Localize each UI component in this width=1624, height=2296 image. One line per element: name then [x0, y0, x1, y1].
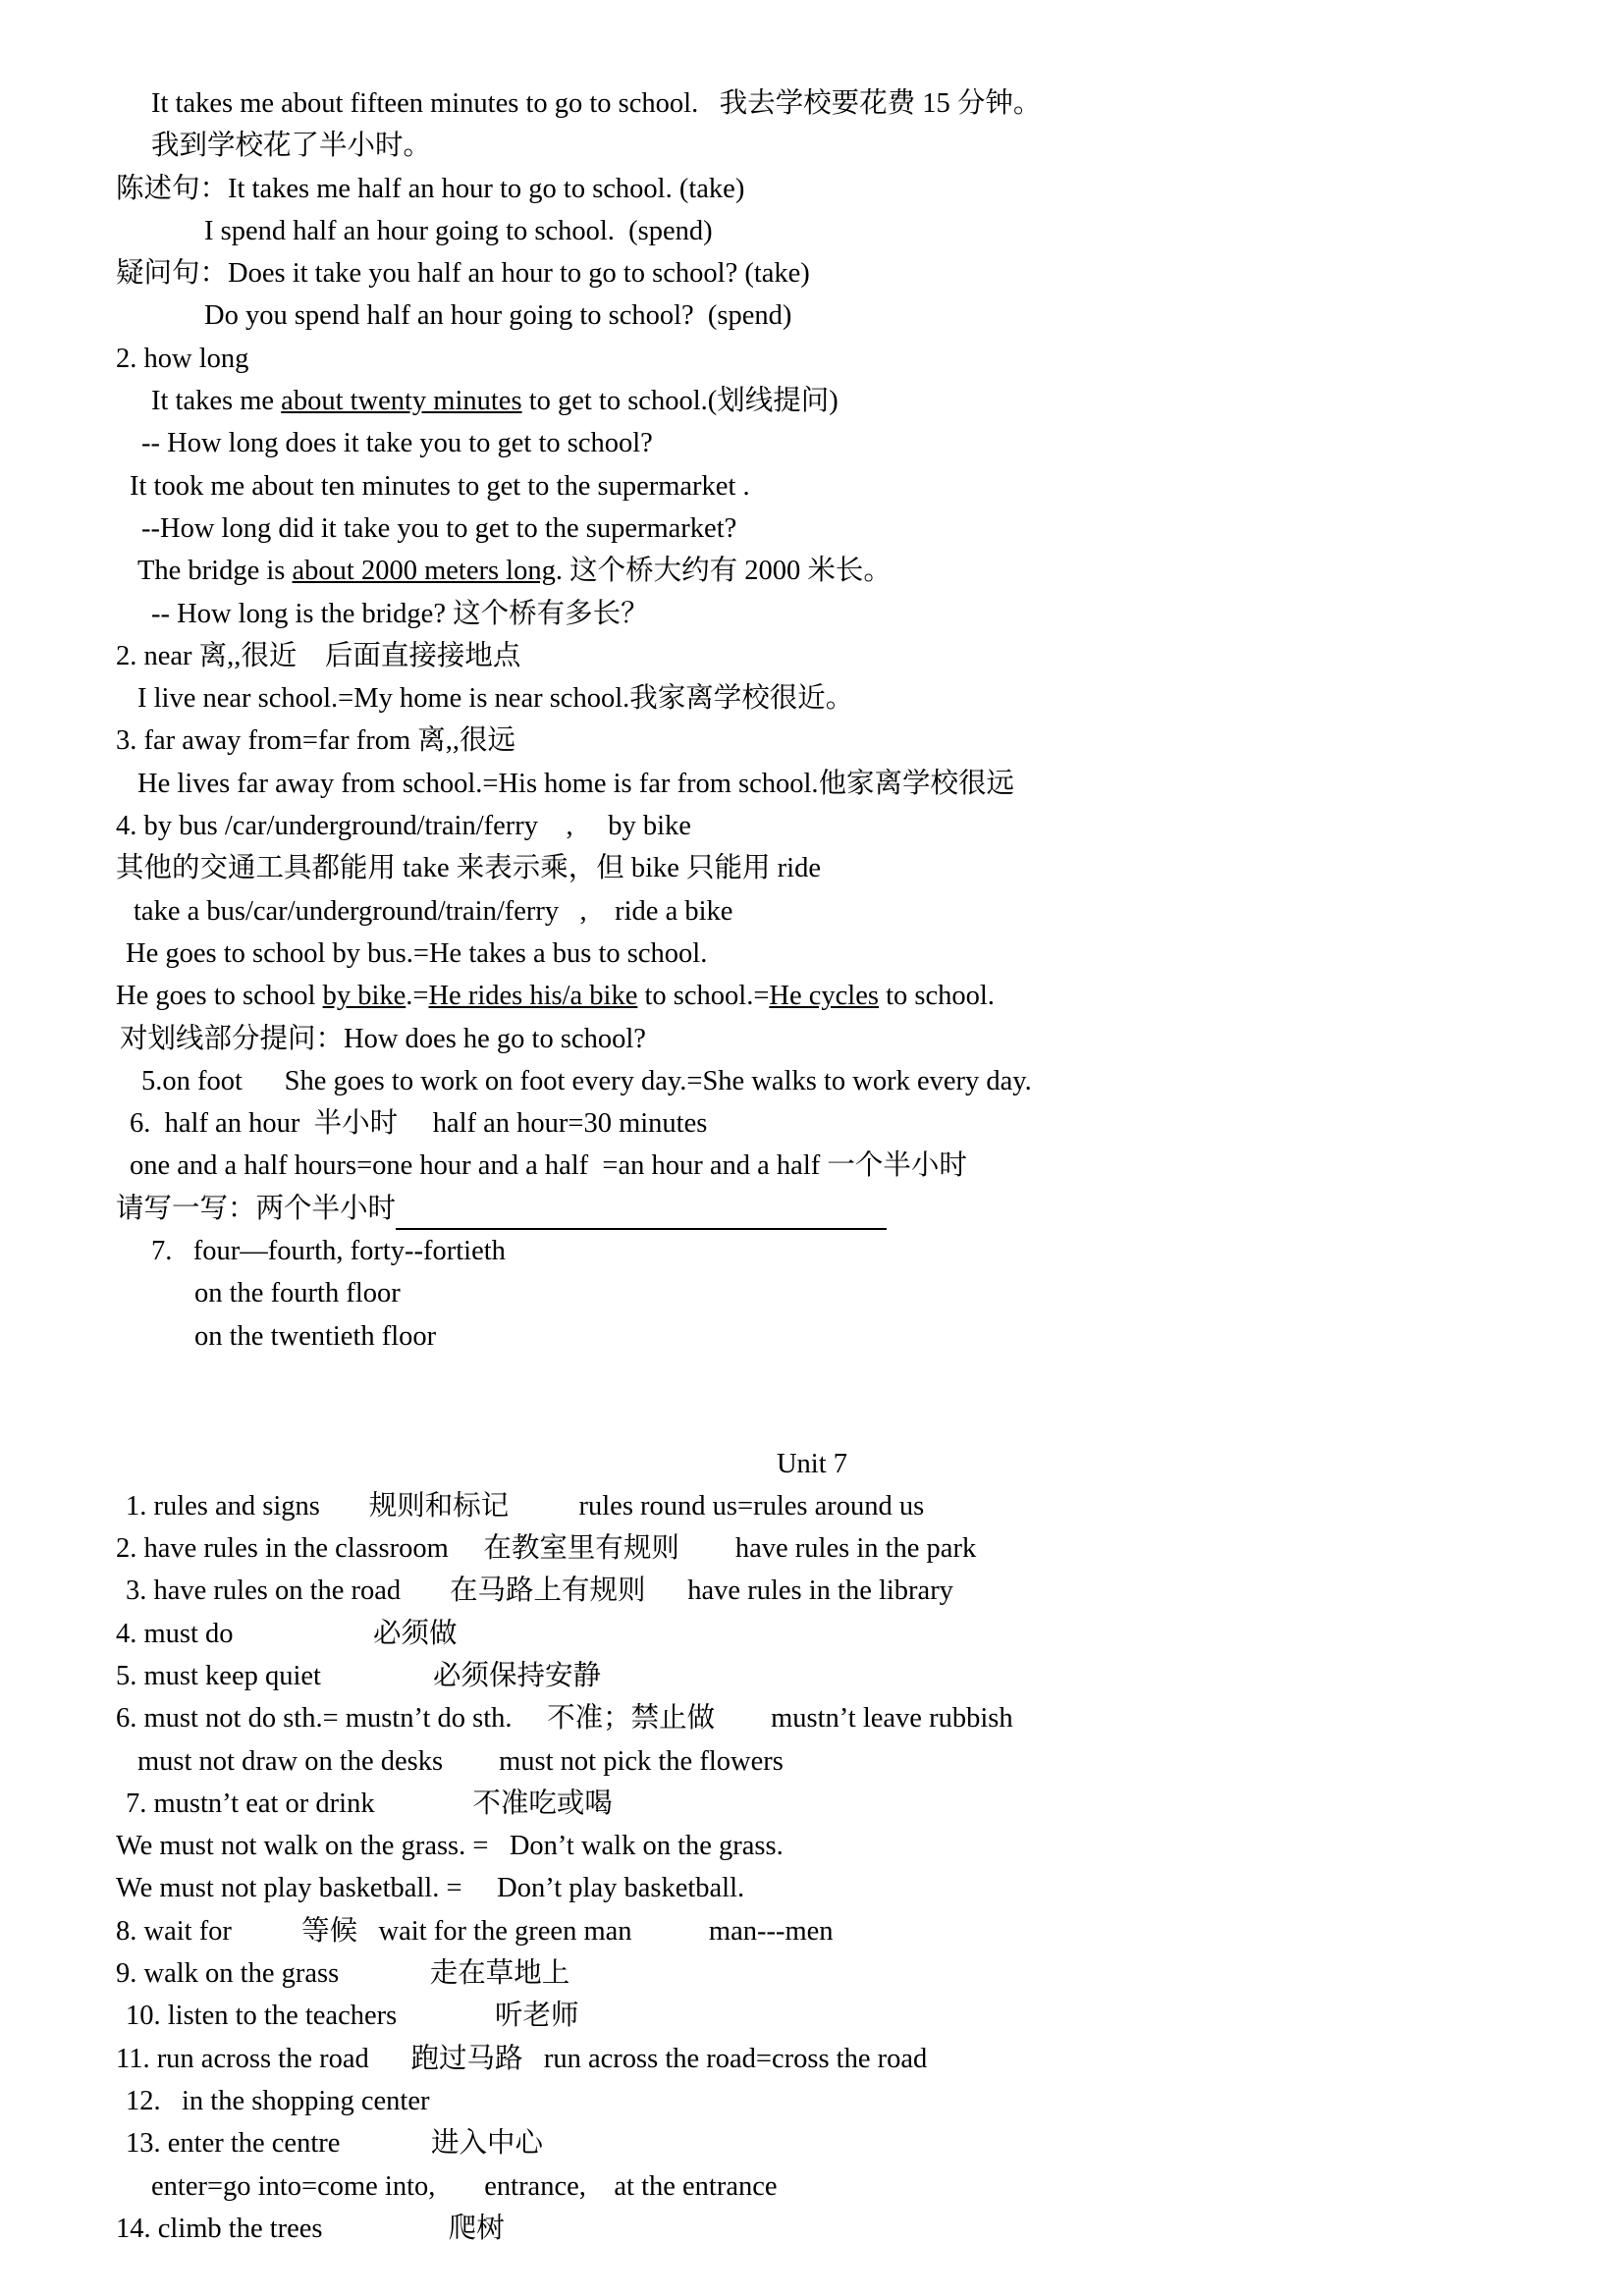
line-text: one and a half hours=one hour and a half =an hour and a half 一个半小时 — [130, 1150, 967, 1182]
line-text: 2. how long — [116, 343, 249, 374]
line-text: I live near school.=My home is near school.我家离学校很近。 — [137, 683, 854, 715]
document-line — [116, 252, 1508, 294]
line-text: It takes me — [151, 386, 282, 417]
document-line — [116, 1952, 1508, 1995]
line-text: He lives far away from school.=His home is far from school.他家离学校很远 — [137, 768, 1015, 799]
line-text: 请写一写：两个半小时 — [116, 1193, 397, 1224]
line-text: 11. run across the road 跑过马路 run across the road=cross the road — [116, 2043, 928, 2074]
line-text: 6. half an hour 半小时 half an hour=30 minutes — [130, 1108, 708, 1140]
line-text: 对划线部分提问：How does he go to school? — [120, 1023, 646, 1054]
line-text: to get to school.(划线提问) — [521, 386, 839, 417]
line-text: enter=go into=come into, entrance, at the entrance — [151, 2170, 778, 2202]
document-line — [116, 1527, 1508, 1570]
underlined-phrase: He rides his/a bike — [428, 981, 638, 1012]
line-text: must not draw on the desks must not pick the flowers — [137, 1745, 784, 1777]
document-line — [116, 1145, 1508, 1187]
document-line — [116, 1867, 1508, 1909]
document-line — [116, 890, 1508, 933]
document-line — [116, 1613, 1508, 1655]
line-text: 6. must not do sth.= mustn’t do sth. 不准；禁止做 mustn’t leave rubbish — [116, 1703, 1013, 1735]
line-text: We must not walk on the grass. = Don’t walk on the grass. — [116, 1831, 784, 1862]
line-text: 2. near 离,,很近 后面直接接地点 — [116, 640, 521, 671]
document-line — [116, 1825, 1508, 1867]
line-text: to school. — [878, 981, 995, 1012]
document-line — [116, 210, 1508, 252]
document-line — [116, 677, 1508, 720]
line-text: 陈述句：It takes me half an hour to go to school. (take) — [116, 173, 745, 204]
line-text: .= — [406, 981, 429, 1012]
line-text: The bridge is — [137, 556, 293, 587]
line-text: 1. rules and signs 规则和标记 rules round us=rules around us — [126, 1490, 925, 1522]
fill-in-blank[interactable] — [396, 1199, 887, 1230]
line-text: 5. must keep quiet 必须保持安静 — [116, 1660, 601, 1691]
document-line — [116, 1272, 1508, 1314]
document-line — [116, 1910, 1508, 1952]
document-line — [116, 2122, 1508, 2164]
document-line — [116, 1697, 1508, 1739]
document-line — [116, 422, 1508, 464]
line-text: 3. far away from=far from 离,,很远 — [116, 725, 516, 757]
document-line — [116, 1783, 1508, 1825]
line-text: on the fourth floor — [194, 1278, 401, 1309]
document-line — [116, 168, 1508, 210]
line-text: 5.on foot She goes to work on foot every day.=She walks to work every day. — [141, 1065, 1032, 1096]
document-line — [116, 2208, 1508, 2250]
line-text: 4. by bus /car/underground/train/ferry , by bike — [116, 811, 691, 842]
line-text: 13. enter the centre 进入中心 — [126, 2128, 544, 2160]
line-text: 9. walk on the grass 走在草地上 — [116, 1958, 570, 1990]
line-text: I spend half an hour going to school. (spend) — [204, 215, 713, 246]
line-text: 7. mustn’t eat or drink 不准吃或喝 — [126, 1788, 613, 1819]
document-line — [116, 847, 1508, 889]
line-text: to school.= — [637, 981, 770, 1012]
line-text: 12. in the shopping center — [126, 2085, 430, 2116]
document-line — [116, 550, 1508, 592]
line-text: on the twentieth floor — [194, 1320, 437, 1352]
underlined-phrase: He cycles — [769, 981, 879, 1012]
line-text: It took me about ten minutes to get to the supermarket . — [130, 470, 750, 502]
document-line — [116, 1230, 1508, 1272]
line-text: 疑问句：Does it take you half an hour to go to school? (take) — [116, 258, 810, 290]
document-line — [116, 125, 1508, 167]
document-line — [116, 2038, 1508, 2080]
document-line — [116, 380, 1508, 422]
line-text: 2. have rules in the classroom 在教室里有规则 have rules in the park — [116, 1533, 977, 1565]
document-line — [116, 933, 1508, 975]
unit-heading: Unit 7 — [776, 1448, 848, 1479]
document-line — [116, 1443, 1508, 1485]
line-text: 其他的交通工具都能用 take 来表示乘，但 bike 只能用 ride — [116, 853, 821, 884]
line-text: -- How long is the bridge? 这个桥有多长？ — [151, 598, 649, 629]
line-text: . 这个桥大约有 2000 米长。 — [555, 556, 892, 587]
line-text: 14. climb the trees 爬树 — [116, 2213, 505, 2244]
line-text: 10. listen to the teachers 听老师 — [126, 2001, 579, 2032]
underlined-phrase: by bike — [322, 981, 406, 1012]
line-text: 7. four—fourth, forty--fortieth — [151, 1236, 506, 1267]
line-text: 8. wait for 等候 wait for the green man man---men — [116, 1915, 834, 1947]
document-line — [116, 1485, 1508, 1527]
line-text: We must not play basketball. = Don’t play basketball. — [116, 1873, 745, 1904]
document-line — [116, 1315, 1508, 1358]
document-line — [116, 763, 1508, 805]
blank-spacer-line — [116, 1358, 1508, 1400]
document-body — [116, 82, 1508, 2250]
line-text: He goes to school by bus.=He takes a bus to school. — [126, 937, 708, 969]
document-line — [116, 593, 1508, 635]
line-text: --How long did it take you to get to the supermarket? — [141, 512, 737, 544]
document-line — [116, 975, 1508, 1017]
document-line — [116, 1995, 1508, 2037]
document-line — [116, 338, 1508, 380]
document-line — [116, 1655, 1508, 1697]
document-line — [116, 294, 1508, 337]
document-line — [116, 1570, 1508, 1612]
underlined-phrase: about 2000 meters long — [292, 556, 556, 587]
line-text: 4. must do 必须做 — [116, 1618, 458, 1649]
document-line — [116, 2080, 1508, 2122]
blank-spacer-line — [116, 1400, 1508, 1442]
document-line — [116, 507, 1508, 550]
document-line — [116, 1102, 1508, 1145]
line-text: It takes me about fifteen minutes to go to school. 我去学校要花费 15 分钟。 — [151, 88, 1042, 119]
document-line — [116, 2165, 1508, 2208]
line-text: Do you spend half an hour going to school? (spend) — [204, 300, 792, 332]
document-line — [116, 805, 1508, 847]
underlined-phrase: about twenty minutes — [281, 386, 522, 417]
line-text: He goes to school — [116, 981, 323, 1012]
line-text: 3. have rules on the road 在马路上有规则 have rules in the library — [126, 1575, 953, 1607]
document-line — [116, 465, 1508, 507]
document-line — [116, 1188, 1508, 1230]
document-line — [116, 1740, 1508, 1783]
line-text: -- How long does it take you to get to school? — [141, 428, 653, 459]
document-line — [116, 635, 1508, 677]
document-line — [116, 720, 1508, 762]
document-line — [116, 82, 1508, 125]
document-line — [116, 1018, 1508, 1060]
line-text: 我到学校花了半小时。 — [151, 131, 432, 162]
document-line — [116, 1060, 1508, 1102]
line-text: take a bus/car/underground/train/ferry , ride a bike — [134, 895, 733, 927]
